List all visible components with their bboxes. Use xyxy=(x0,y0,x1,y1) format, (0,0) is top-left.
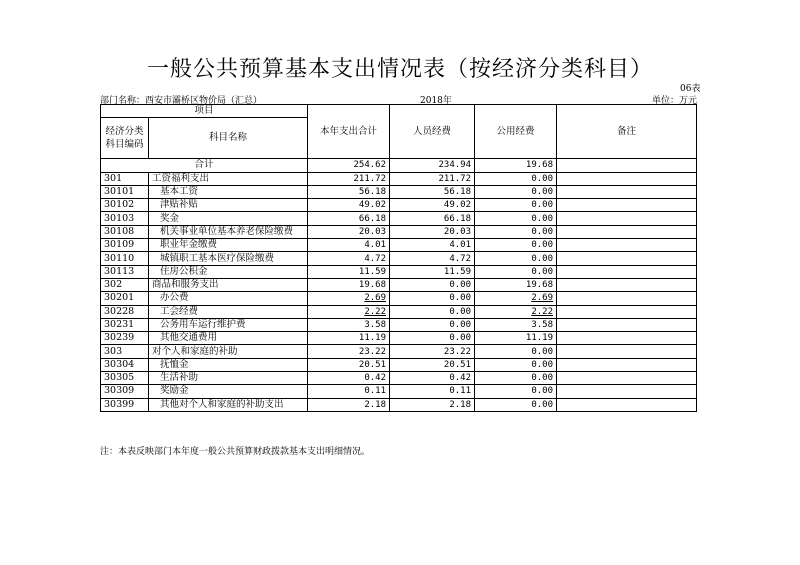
table-row xyxy=(101,185,697,198)
table-row xyxy=(101,172,697,185)
row-name: 其他交通费用 xyxy=(149,332,308,345)
row-remark xyxy=(557,278,697,291)
row-remark xyxy=(557,398,697,411)
row-name: 商品和服务支出 xyxy=(149,278,308,291)
table-row xyxy=(101,332,697,345)
row-personnel: 66.18 xyxy=(390,212,475,225)
table-number: 06表 xyxy=(680,84,701,94)
row-name: 抚恤金 xyxy=(149,358,308,371)
row-name: 生活补助 xyxy=(149,372,308,385)
row-public: 0.00 xyxy=(475,398,557,411)
row-personnel: 211.72 xyxy=(390,172,475,185)
row-remark xyxy=(557,358,697,371)
row-name: 机关事业单位基本养老保险缴费 xyxy=(149,225,308,238)
row-code: 30309 xyxy=(101,385,149,398)
header-personnel: 人员经费 xyxy=(390,105,475,159)
table-row xyxy=(101,372,697,385)
row-total: 2.22 xyxy=(308,305,390,318)
row-public: 0.00 xyxy=(475,239,557,252)
row-code: 301 xyxy=(101,172,149,185)
table-row xyxy=(101,305,697,318)
row-total: 2.18 xyxy=(308,398,390,411)
row-total: 2.69 xyxy=(308,292,390,305)
row-personnel: 20.03 xyxy=(390,225,475,238)
header-public: 公用经费 xyxy=(475,105,557,159)
row-name: 城镇职工基本医疗保险缴费 xyxy=(149,252,308,265)
row-personnel: 4.72 xyxy=(390,252,475,265)
row-personnel: 0.11 xyxy=(390,385,475,398)
row-remark xyxy=(557,252,697,265)
header-name: 科目名称 xyxy=(149,118,308,159)
row-total: 4.01 xyxy=(308,239,390,252)
row-code: 302 xyxy=(101,278,149,291)
row-remark xyxy=(557,372,697,385)
row-name: 职业年金缴费 xyxy=(149,239,308,252)
table-row xyxy=(101,398,697,411)
row-remark xyxy=(557,385,697,398)
row-public: 0.00 xyxy=(475,252,557,265)
row-code: 30109 xyxy=(101,239,149,252)
row-public: 3.58 xyxy=(475,318,557,331)
row-personnel: 49.02 xyxy=(390,199,475,212)
row-personnel: 11.59 xyxy=(390,265,475,278)
row-total: 20.51 xyxy=(308,358,390,371)
table-row xyxy=(101,278,697,291)
row-name: 住房公积金 xyxy=(149,265,308,278)
row-personnel: 0.00 xyxy=(390,292,475,305)
row-code: 30399 xyxy=(101,398,149,411)
row-public: 0.00 xyxy=(475,172,557,185)
summary-personnel: 234.94 xyxy=(390,159,475,172)
row-public: 2.22 xyxy=(475,305,557,318)
row-name: 公务用车运行维护费 xyxy=(149,318,308,331)
row-total: 11.19 xyxy=(308,332,390,345)
row-public: 19.68 xyxy=(475,278,557,291)
row-code: 303 xyxy=(101,345,149,358)
row-code: 30101 xyxy=(101,185,149,198)
row-name: 其他对个人和家庭的补助支出 xyxy=(149,398,308,411)
row-public: 2.69 xyxy=(475,292,557,305)
row-personnel: 0.00 xyxy=(390,278,475,291)
summary-label: 合计 xyxy=(101,159,308,172)
row-name: 对个人和家庭的补助 xyxy=(149,345,308,358)
row-remark xyxy=(557,172,697,185)
row-public: 0.00 xyxy=(475,212,557,225)
currency-unit: 单位：万元 xyxy=(652,96,698,106)
row-total: 11.59 xyxy=(308,265,390,278)
table-row xyxy=(101,318,697,331)
row-code: 30102 xyxy=(101,199,149,212)
row-personnel: 0.42 xyxy=(390,372,475,385)
row-remark xyxy=(557,305,697,318)
row-total: 23.22 xyxy=(308,345,390,358)
header-item: 项目 xyxy=(101,105,308,118)
table-row xyxy=(101,358,697,371)
row-code: 30201 xyxy=(101,292,149,305)
row-total: 4.72 xyxy=(308,252,390,265)
row-code: 30304 xyxy=(101,358,149,371)
row-personnel: 20.51 xyxy=(390,358,475,371)
row-remark xyxy=(557,292,697,305)
budget-table xyxy=(100,104,697,412)
row-total: 3.58 xyxy=(308,318,390,331)
row-total: 66.18 xyxy=(308,212,390,225)
summary-row xyxy=(101,159,697,172)
row-total: 19.68 xyxy=(308,278,390,291)
row-personnel: 2.18 xyxy=(390,398,475,411)
row-total: 49.02 xyxy=(308,199,390,212)
row-total: 0.42 xyxy=(308,372,390,385)
row-remark xyxy=(557,225,697,238)
row-remark xyxy=(557,265,697,278)
row-code: 30228 xyxy=(101,305,149,318)
row-code: 30108 xyxy=(101,225,149,238)
row-code: 30103 xyxy=(101,212,149,225)
row-name: 奖励金 xyxy=(149,385,308,398)
row-personnel: 0.00 xyxy=(390,332,475,345)
row-public: 0.00 xyxy=(475,185,557,198)
row-code: 30239 xyxy=(101,332,149,345)
row-total: 20.03 xyxy=(308,225,390,238)
row-public: 0.00 xyxy=(475,385,557,398)
page-title: 一般公共预算基本支出情况表（按经济分类科目） xyxy=(146,57,653,82)
row-personnel: 4.01 xyxy=(390,239,475,252)
row-public: 0.00 xyxy=(475,225,557,238)
row-total: 211.72 xyxy=(308,172,390,185)
row-public: 0.00 xyxy=(475,345,557,358)
row-remark xyxy=(557,199,697,212)
table-row xyxy=(101,239,697,252)
row-remark xyxy=(557,185,697,198)
row-public: 0.00 xyxy=(475,358,557,371)
department-name: 部门名称：西安市灞桥区物价局（汇总） xyxy=(100,96,263,106)
table-row xyxy=(101,385,697,398)
header-code: 经济分类科目编码 xyxy=(101,118,149,159)
table-row xyxy=(101,345,697,358)
fiscal-year: 2018年 xyxy=(420,96,452,106)
row-public: 0.00 xyxy=(475,372,557,385)
row-name: 津贴补贴 xyxy=(149,199,308,212)
row-remark xyxy=(557,345,697,358)
header-total: 本年支出合计 xyxy=(308,105,390,159)
row-public: 0.00 xyxy=(475,199,557,212)
row-code: 30231 xyxy=(101,318,149,331)
table-row xyxy=(101,292,697,305)
row-name: 基本工资 xyxy=(149,185,308,198)
summary-total: 254.62 xyxy=(308,159,390,172)
row-code: 30305 xyxy=(101,372,149,385)
row-personnel: 56.18 xyxy=(390,185,475,198)
row-remark xyxy=(557,239,697,252)
row-personnel: 0.00 xyxy=(390,318,475,331)
row-remark xyxy=(557,332,697,345)
header-remark: 备注 xyxy=(557,105,697,159)
table-row xyxy=(101,252,697,265)
table-row xyxy=(101,199,697,212)
table-row xyxy=(101,225,697,238)
row-total: 0.11 xyxy=(308,385,390,398)
summary-remark xyxy=(557,159,697,172)
table-row xyxy=(101,265,697,278)
summary-public: 19.68 xyxy=(475,159,557,172)
table-row xyxy=(101,212,697,225)
row-name: 工资福利支出 xyxy=(149,172,308,185)
row-personnel: 0.00 xyxy=(390,305,475,318)
row-code: 30110 xyxy=(101,252,149,265)
row-remark xyxy=(557,212,697,225)
row-total: 56.18 xyxy=(308,185,390,198)
row-public: 11.19 xyxy=(475,332,557,345)
row-code: 30113 xyxy=(101,265,149,278)
row-public: 0.00 xyxy=(475,265,557,278)
row-name: 奖金 xyxy=(149,212,308,225)
row-remark xyxy=(557,318,697,331)
row-name: 工会经费 xyxy=(149,305,308,318)
row-name: 办公费 xyxy=(149,292,308,305)
footnote: 注：本表反映部门本年度一般公共预算财政拨款基本支出明细情况。 xyxy=(100,447,371,457)
row-personnel: 23.22 xyxy=(390,345,475,358)
